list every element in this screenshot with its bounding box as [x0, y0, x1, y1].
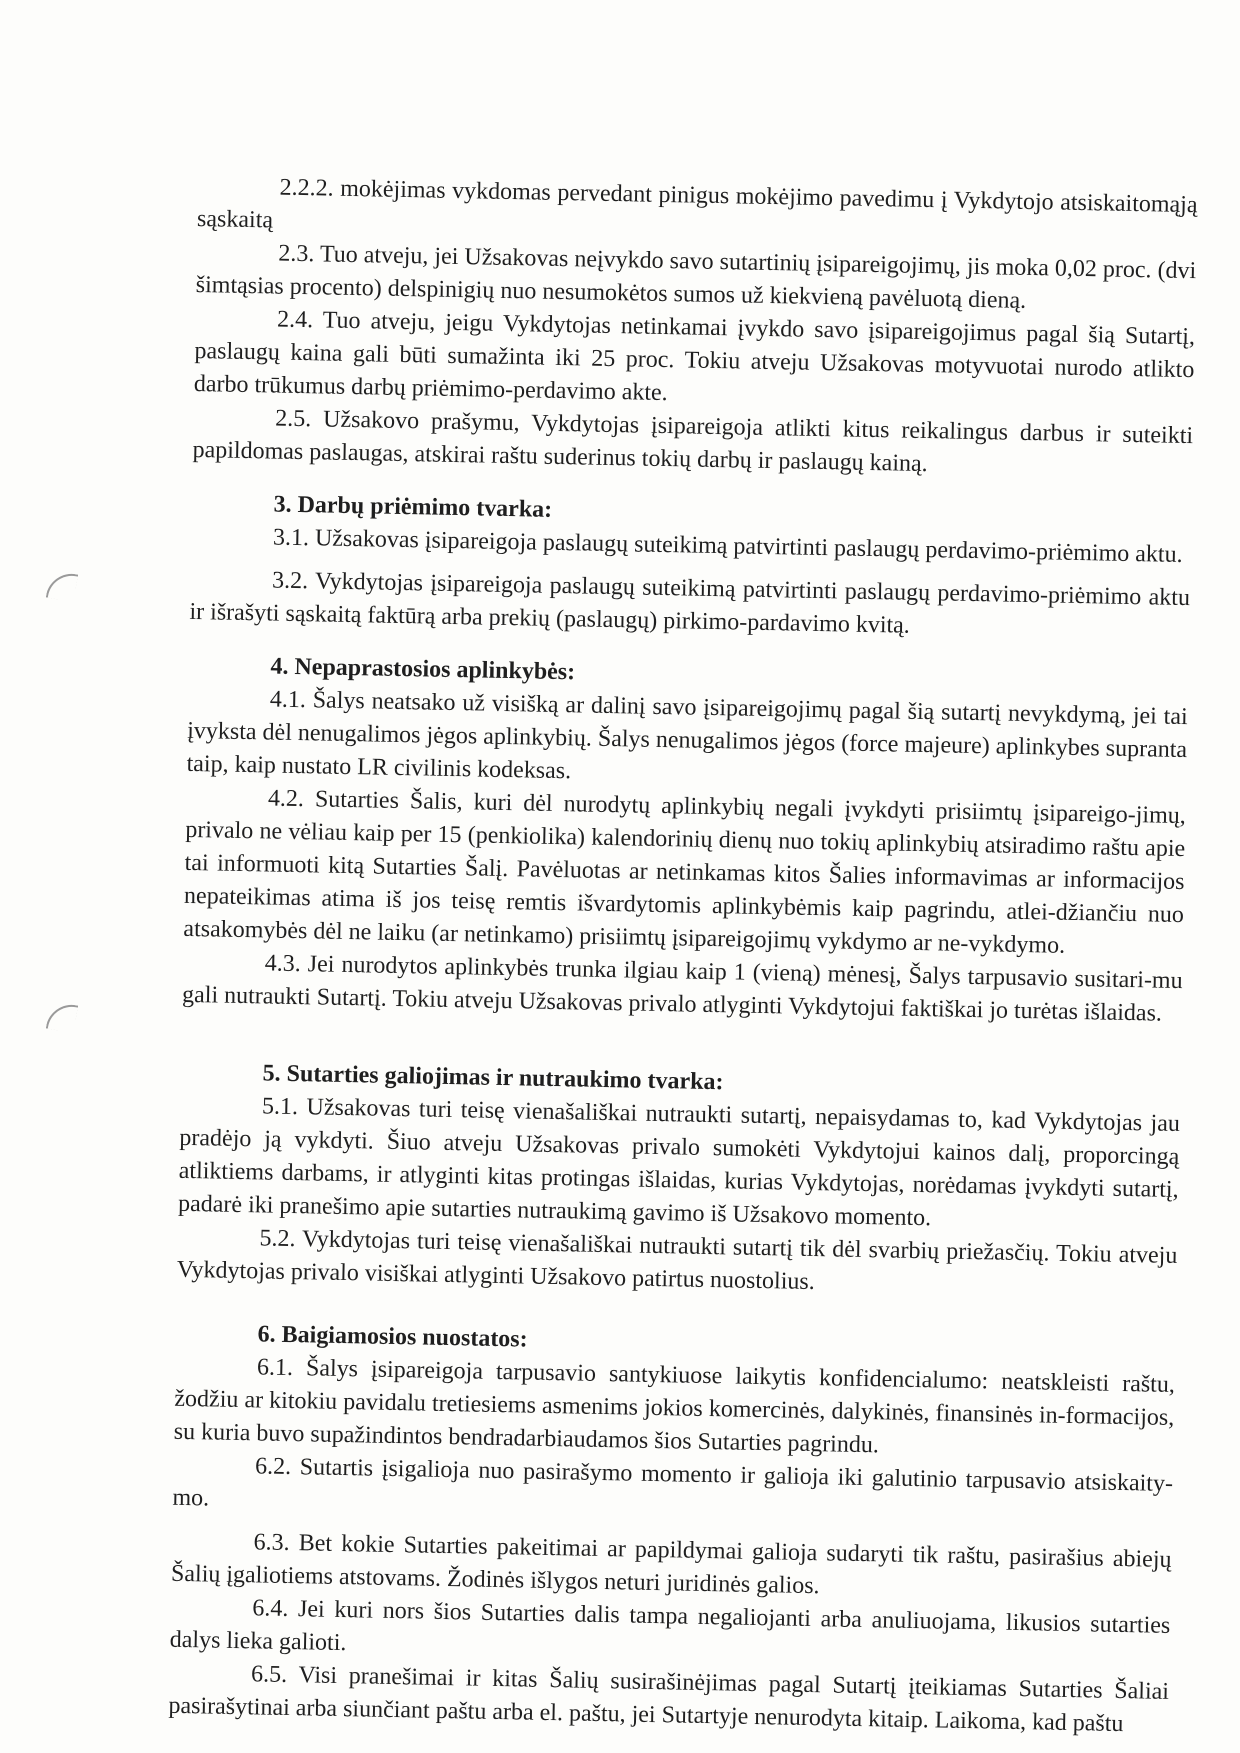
clause-6-1: 6.1. Šalys įsipareigoja tarpusavio santykiuose laikytis konfidencialumo: neatskleisti raštu, žodžiu ar kitokiu pavidalu tretiesiems asmenims jokios komercinės, dalykinės, finansinės in-formacijos, su kuria buvo supažindintos bendradarbiaudamos šios Sutarties pagrindu.	[173, 1354, 1176, 1459]
clause-2-4: 2.4. Tuo atveju, jeigu Vykdytojas netinkamai įvykdo savo įsipareigojimus pagal šią Sutartį, paslaugų kaina gali būti sumažinta iki 25 proc. Tokiu atveju Užsakovas motyvuotai nurodo atlikto darbo trūkumus darbų priėmimo-perdavimo akte.	[193, 306, 1196, 407]
clause-6-2: 6.2. Sutartis įsigalioja nuo pasirašymo momento ir galioja iki galutinio tarpusavio atsiskaity-mo.	[172, 1453, 1174, 1512]
document-body	[168, 170, 1198, 1742]
punch-hole-mark	[46, 570, 78, 602]
clause-6-3: 6.3. Bet kokie Sutarties pakeitimai ar papildymai galioja sudaryti tik raštu, pasirašius abiejų Šalių įgaliotiems atstovams. Žodinės išlygos neturi juridinės galios.	[170, 1529, 1172, 1600]
clause-2-5: 2.5. Užsakovo prašymu, Vykdytojas įsipareigoja atlikti kitus reikalingus darbus ir suteikti papildomas paslaugas, atskirai raštu suderinus tokių darbų ir paslaugų kainą.	[192, 405, 1194, 478]
clause-2-3: 2.3. Tuo atveju, jei Užsakovas neįvykdo savo sutartinių įsipareigojimų, jis moka 0,02 proc. (dvi šimtąsias procento) delspinigių nuo nesumokėtos sumos už kiekvieną pavėluotą dieną.	[195, 240, 1197, 314]
clause-2-2-2: 2.2.2. mokėjimas vykdomas pervedant pinigus mokėjimo pavedimu į Vykdytojo atsiskaitomąją sąskaitą	[196, 174, 1198, 234]
clause-6-4: 6.4. Jei kuri nors šios Sutarties dalis tampa negaliojanti arba anuliuojama, likusios sutarties dalys lieka galioti.	[169, 1595, 1171, 1657]
section-6-heading: 6. Baigiamosios nuostatos:	[257, 1321, 528, 1353]
section-4-heading: 4. Nepaprastosios aplinkybės:	[270, 653, 576, 686]
clause-5-1: 5.1. Užsakovas turi teisę vienašališkai nutraukti sutartį, nepaisydamas to, kad Vykdytojas jau pradėjo ją vykdyti. Šiuo atveju Užsakovas privalo sumokėti Vykdytojui kainos dalį, proporcingą atliktiems darbams, ir atlyginti kitas protingas išlaidas, kurias Vykdytojas, norėdamas įvykdyti sutartį, padarė iki pranešimo apie sutarties nutraukimą gavimo iš Užsakovo momento.	[177, 1093, 1181, 1232]
punch-hole-mark	[46, 1001, 78, 1033]
clause-3-1: 3.1. Užsakovas įsipareigoja paslaugų suteikimą patvirtinti paslaugų perdavimo-priėmimo aktu.	[272, 524, 1183, 568]
clause-5-2: 5.2. Vykdytojas turi teisę vienašališkai nutraukti sutartį tik dėl svarbių priežasčių. Tokiu atveju Vykdytojas privalo visiškai atlyginti Užsakovo patirtus nuostolius.	[176, 1225, 1178, 1296]
clause-4-3: 4.3. Jei nurodytos aplinkybės trunka ilgiau kaip 1 (vieną) mėnesį, Šalys tarpusavio susitari-mu gali nutraukti Sutartį. Tokiu atveju Užsakovas privalo atlyginti Vykdytojui faktiškai jo turėtas išlaidas.	[181, 950, 1183, 1027]
clause-4-1: 4.1. Šalys neatsako už visišką ar dalinį savo įsipareigojimų pagal šią sutartį nevykdymą, jei tai įvyksta dėl nenugalimos jėgos aplinkybių. Šalys nenugalimos jėgos (force majeure) aplinkybes supranta taip, kaip nustato LR civilinis kodeksas.	[186, 686, 1188, 785]
section-3-heading: 3. Darbų priėmimo tvarka:	[273, 491, 553, 523]
section-5-heading: 5. Sutarties galiojimas ir nutraukimo tvarka:	[262, 1060, 724, 1096]
clause-3-2: 3.2. Vykdytojas įsipareigoja paslaugų suteikimą patvirtinti paslaugų perdavimo-priėmimo aktu ir išrašyti sąskaitą faktūrą arba prekių (paslaugų) pirkimo-pardavimo kvitą.	[189, 567, 1191, 639]
clause-4-2: 4.2. Sutarties Šalis, kuri dėl nurodytų aplinkybių negali įvykdyti prisiimtų įsipareigo-jimų, privalo ne vėliau kaip per 15 (penkiolika) kalendorinių dienų nuo tokių aplinkybių atsiradimo raštu apie tai informuoti kitą Sutarties Šalį. Pavėluotas ar netinkamas kitos Šalies informavimas ar informacijos nepateikimas atima iš jos teisę remtis išvardytomis aplinkybėmis kaip pagrindu, atlei-džiančiu nuo atsakomybės dėl ne laiku (ar netinkamo) prisiimtų įsipareigojimų vykdymo ar ne-vykdymo.	[183, 785, 1187, 959]
clause-6-5: 6.5. Visi pranešimai ir kitas Šalių susirašinėjimas pagal Sutartį įteikiamas Sutarties Šaliai pasirašytinai arba siunčiant paštu arba el. paštu, jei Sutartyje nenurodyta kitaip. Laikoma, kad paštu	[168, 1661, 1170, 1738]
